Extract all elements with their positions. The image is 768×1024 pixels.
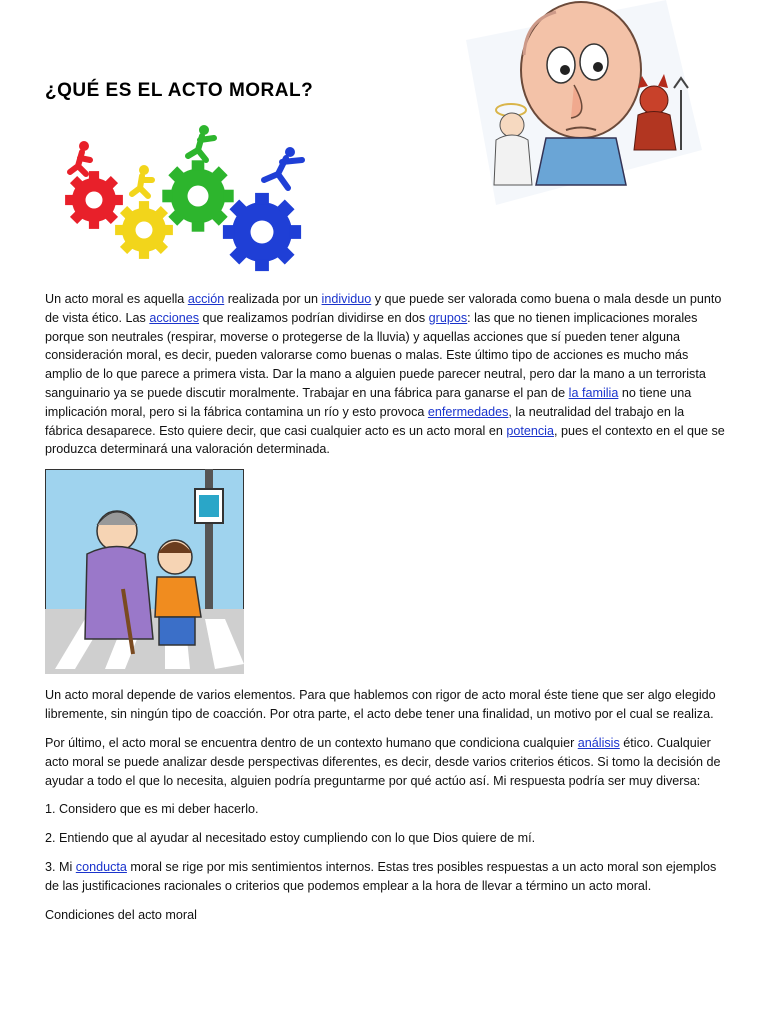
text-run: Por último, el acto moral se encuentra dentro de un contexto humano que condiciona cualquier xyxy=(45,736,578,750)
list-item-1 xyxy=(45,800,725,819)
list-item-text: 1. Considero que es mi deber hacerlo. xyxy=(45,802,259,816)
paragraph-elements xyxy=(45,686,725,724)
text-run: y que puede ser valorada como buena o mala desde un punto de vista ético. Las xyxy=(45,292,722,325)
text-run: realizada por un xyxy=(224,292,322,306)
paragraph-context xyxy=(45,734,725,790)
text-run: Un acto moral es aquella xyxy=(45,292,188,306)
list-item-3 xyxy=(45,858,725,896)
list-item-text: 2. Entiendo que al ayudar al necesitado estoy cumpliendo con lo que Dios quiere de mí. xyxy=(45,831,536,845)
text-run: : las que no tienen implicaciones morales porque son neutrales (respirar, moverse o protegerse de la lluvia) y aquellas acciones que sí pueden tener alguna consideración moral, es decir, pueden valorarse como buenas o malas. Este último tipo de acciones es mucho más amplio de lo que parece a primera vista. Dar la mano a alguien puede parecer neutral, pero dar la mano a un terrorista sanguinario ya se puede discutir moralmente. Trabajar en una fábrica para ganarse el pan de xyxy=(45,310,706,400)
paragraph-definition xyxy=(45,290,725,459)
angel-devil-cartoon-image xyxy=(466,0,702,205)
link-conducta[interactable]: conducta xyxy=(75,860,127,874)
text-run: 3. Mi xyxy=(45,860,76,874)
text-run: , la neutralidad del trabajo en la fábrica desaparece. Esto quiere decir, que casi cualquier acto es un acto moral en xyxy=(45,404,685,438)
link-enfermedades[interactable]: enfermedades xyxy=(427,404,509,419)
list-item-2 xyxy=(45,829,725,848)
text-run: que realizamos podrían dividirse en dos xyxy=(199,310,429,325)
link-acciones[interactable]: acciones xyxy=(149,310,200,325)
page-title: ¿QUÉ ES EL ACTO MORAL? xyxy=(45,80,314,101)
link-accion[interactable]: acción xyxy=(187,292,225,306)
text-run: no tiene una implicación moral, pero si la fábrica contamina un río y esto provoca xyxy=(45,385,692,419)
text-run: moral se rige por mis sentimientos internos. Estas tres posibles respuestas a un acto moral son ejemplos de las justificaciones racionales o criterios que podemos emplear a la hora de llevar a término un acto moral. xyxy=(45,860,717,893)
link-grupos[interactable]: grupos xyxy=(428,310,468,325)
text-run: ético. Cualquier acto moral se puede analizar desde perspectivas diferentes, es decir, desde varios criterios éticos. Si tomo la decisión de ayudar a todo el que lo necesita, alguien podría preguntarme por qué actúo así. Mi respuesta podría ser muy diversa: xyxy=(45,736,721,788)
link-individuo[interactable]: individuo xyxy=(321,292,372,306)
gears-teamwork-image xyxy=(52,122,340,272)
link-la-familia[interactable]: la familia xyxy=(568,385,619,400)
text-run: , pues el contexto en el que se produzca determinará una valoración determinada. xyxy=(45,423,725,457)
heading-text: Condiciones del acto moral xyxy=(45,908,197,922)
paragraph-text: Un acto moral depende de varios elementos. Para que hablemos con rigor de acto moral éste tiene que ser algo elegido libremente, sin ningún tipo de coacción. Por otra parte, el acto debe tener una finalidad, un motivo por el cual se realiza. xyxy=(45,688,716,721)
section-heading-conditions xyxy=(45,906,725,925)
link-potencia[interactable]: potencia xyxy=(506,423,554,438)
helping-elder-cross-street-image xyxy=(45,469,244,674)
link-analisis[interactable]: análisis xyxy=(577,736,620,750)
